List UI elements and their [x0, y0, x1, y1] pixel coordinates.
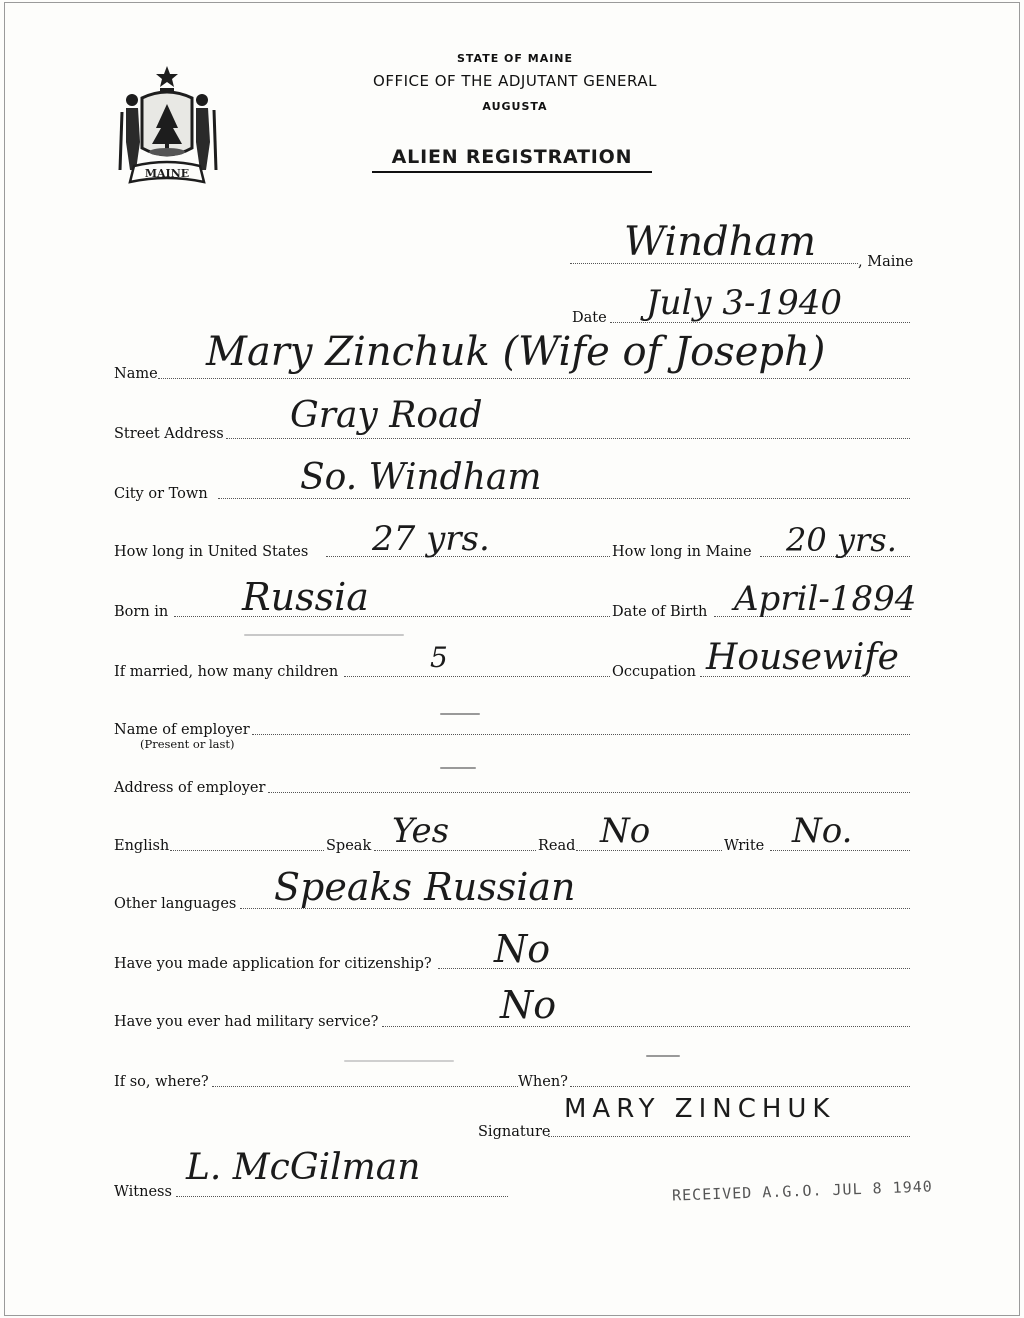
read-label: Read: [538, 838, 576, 854]
place-suffix: , Maine: [858, 254, 914, 270]
citizenship-label: Have you made application for citizenship?: [114, 956, 432, 972]
maine-state-seal-icon: [112, 62, 222, 190]
other-languages-label: Other languages: [114, 896, 237, 912]
city-label: City or Town: [114, 486, 208, 502]
other-languages-value: Speaks Russian: [274, 865, 576, 909]
english-line: [170, 850, 324, 851]
name-line: [158, 378, 910, 379]
occupation-label: Occupation: [612, 664, 696, 680]
children-line: [344, 676, 610, 677]
signature-value: MARY ZINCHUK: [564, 1094, 836, 1124]
write-label: Write: [724, 838, 765, 854]
date-label: Date: [572, 310, 607, 326]
place-value: Windham: [624, 219, 817, 265]
children-value: 5: [430, 641, 448, 674]
city-heading: AUGUSTA: [482, 100, 548, 113]
employer-sublabel: (Present or last): [140, 737, 235, 751]
military-label: Have you ever had military service?: [114, 1014, 379, 1030]
english-label: English: [114, 838, 170, 854]
name-value: Mary Zinchuk (Wife of Joseph): [206, 329, 826, 375]
received-stamp: RECEIVED A.G.O. JUL 8 1940: [671, 1177, 934, 1205]
form-title: ALIEN REGISTRATION: [372, 146, 652, 173]
name-label: Name: [114, 366, 158, 382]
when-label: When?: [518, 1074, 568, 1090]
military-line: [382, 1026, 910, 1027]
when-line: [570, 1086, 910, 1087]
street-line: [226, 438, 910, 439]
citizenship-value: No: [494, 927, 551, 971]
signature-line: [548, 1136, 910, 1137]
street-label: Street Address: [114, 426, 224, 442]
military-value: No: [500, 983, 557, 1027]
born-value: Russia: [242, 575, 369, 619]
employer-label: Name of employer: [114, 722, 250, 738]
witness-line: [176, 1196, 508, 1197]
born-label: Born in: [114, 604, 169, 620]
date-value: July 3-1940: [646, 283, 843, 323]
long-us-label: How long in United States: [114, 544, 309, 560]
when-dash: [646, 1055, 680, 1057]
witness-value: L. McGilman: [186, 1147, 421, 1188]
long-me-value: 20 yrs.: [786, 521, 897, 559]
where-line: [212, 1086, 518, 1087]
write-value: No.: [792, 811, 853, 851]
dob-label: Date of Birth: [612, 604, 708, 620]
employer-dash: [440, 713, 480, 715]
employer-address-line: [268, 792, 910, 793]
pencil-underline: [244, 634, 404, 636]
employer-line: [252, 734, 910, 735]
dob-value: April-1894: [734, 579, 917, 619]
employer-address-label: Address of employer: [114, 780, 266, 796]
office-heading: OFFICE OF THE ADJUTANT GENERAL: [373, 72, 657, 90]
born-line: [174, 616, 610, 617]
city-value: So. Windham: [300, 457, 542, 498]
long-me-label: How long in Maine: [612, 544, 752, 560]
where-label: If so, where?: [114, 1074, 209, 1090]
occupation-value: Housewife: [706, 637, 899, 678]
seal-scroll-text: MAINE: [144, 167, 190, 180]
street-value: Gray Road: [290, 395, 483, 436]
where-pencil-dash: [344, 1060, 454, 1062]
witness-label: Witness: [114, 1184, 172, 1200]
signature-label: Signature: [478, 1124, 551, 1140]
long-us-value: 27 yrs.: [372, 519, 490, 559]
read-value: No: [600, 811, 651, 851]
state-heading: STATE OF MAINE: [456, 52, 574, 65]
children-label: If married, how many children: [114, 664, 339, 680]
city-line: [218, 498, 910, 499]
speak-label: Speak: [326, 838, 372, 854]
employer-address-dash: [440, 767, 476, 769]
speak-value: Yes: [392, 811, 450, 851]
